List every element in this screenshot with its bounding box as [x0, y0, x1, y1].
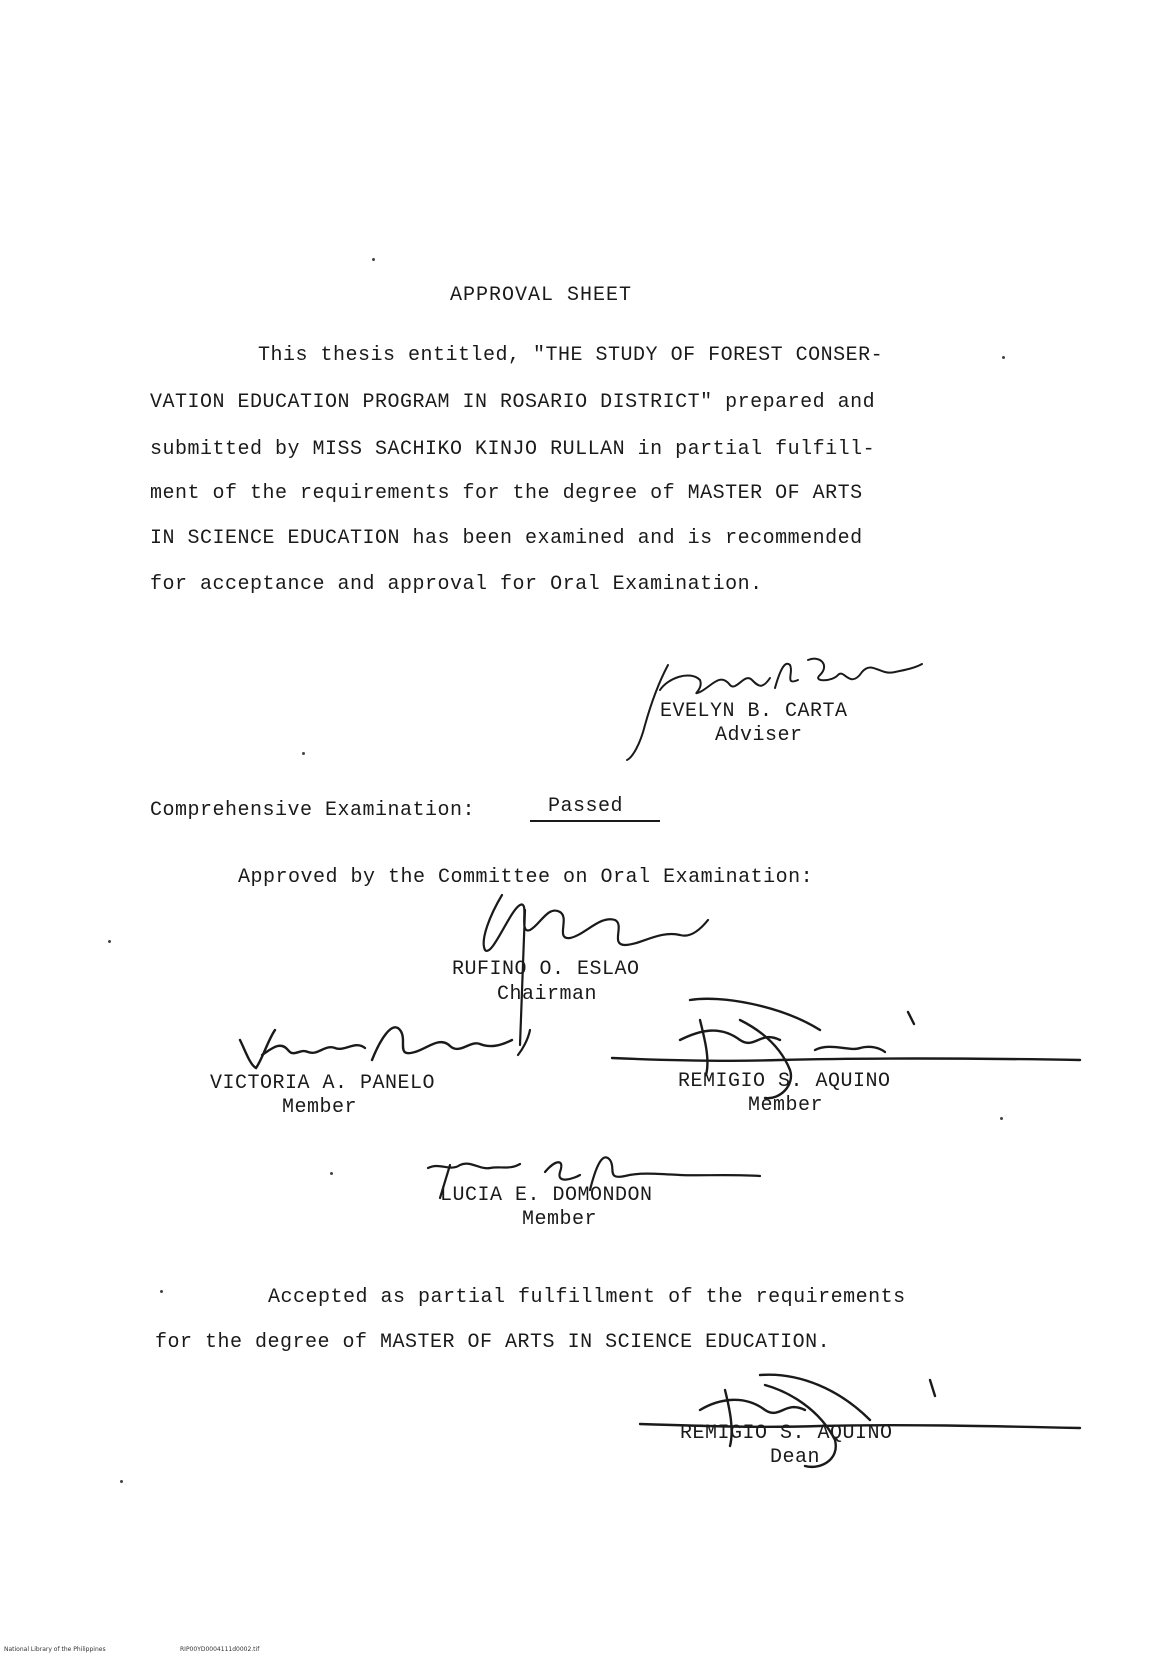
comprehensive-result-underline — [530, 820, 660, 822]
scan-speck — [372, 258, 375, 261]
footer-file: RIP00YD0004111d0002.tif — [180, 1646, 260, 1653]
footer-library: National Library of the Philippines — [4, 1646, 106, 1653]
intro-line-5: IN SCIENCE EDUCATION has been examined and is recommended — [150, 527, 863, 550]
comprehensive-result: Passed — [548, 795, 624, 818]
acceptance-line-1: Accepted as partial fulfillment of the requirements — [268, 1286, 906, 1309]
scan-speck — [1000, 1117, 1003, 1120]
chairman-role: Chairman — [497, 983, 598, 1006]
scan-speck — [330, 1172, 333, 1175]
scan-speck — [302, 752, 305, 755]
committee-heading: Approved by the Committee on Oral Examination: — [238, 866, 814, 889]
member-left-signature — [240, 1027, 512, 1068]
dean-signature — [640, 1375, 1080, 1467]
intro-line-1: This thesis entitled, "THE STUDY OF FOREST CONSER- — [258, 344, 884, 367]
intro-line-6: for acceptance and approval for Oral Examination. — [150, 573, 763, 596]
comprehensive-label: Comprehensive Examination: — [150, 799, 476, 822]
member-right-role: Member — [748, 1094, 824, 1117]
intro-line-4: ment of the requirements for the degree of MASTER OF ARTS — [150, 482, 863, 505]
scan-speck — [160, 1290, 163, 1293]
member-left-name: VICTORIA A. PANELO — [210, 1072, 436, 1095]
member-center-role: Member — [522, 1208, 598, 1231]
dean-role: Dean — [770, 1446, 821, 1469]
adviser-name: EVELYN B. CARTA — [660, 700, 848, 723]
scan-speck — [120, 1480, 123, 1483]
page-title: APPROVAL SHEET — [450, 284, 633, 307]
acceptance-line-2: for the degree of MASTER OF ARTS IN SCIENCE EDUCATION. — [155, 1331, 831, 1354]
adviser-role: Adviser — [715, 724, 803, 747]
intro-line-3: submitted by MISS SACHIKO KINJO RULLAN in partial fulfill- — [150, 438, 876, 461]
scan-speck — [108, 940, 111, 943]
chairman-name: RUFINO O. ESLAO — [452, 958, 640, 981]
member-right-name: REMIGIO S. AQUINO — [678, 1070, 891, 1093]
intro-line-2: VATION EDUCATION PROGRAM IN ROSARIO DISTRICT" prepared and — [150, 391, 876, 414]
dean-name: REMIGIO S. AQUINO — [680, 1422, 893, 1445]
scan-speck — [1002, 356, 1005, 359]
member-left-role: Member — [282, 1096, 358, 1119]
member-center-name: LUCIA E. DOMONDON — [440, 1184, 653, 1207]
